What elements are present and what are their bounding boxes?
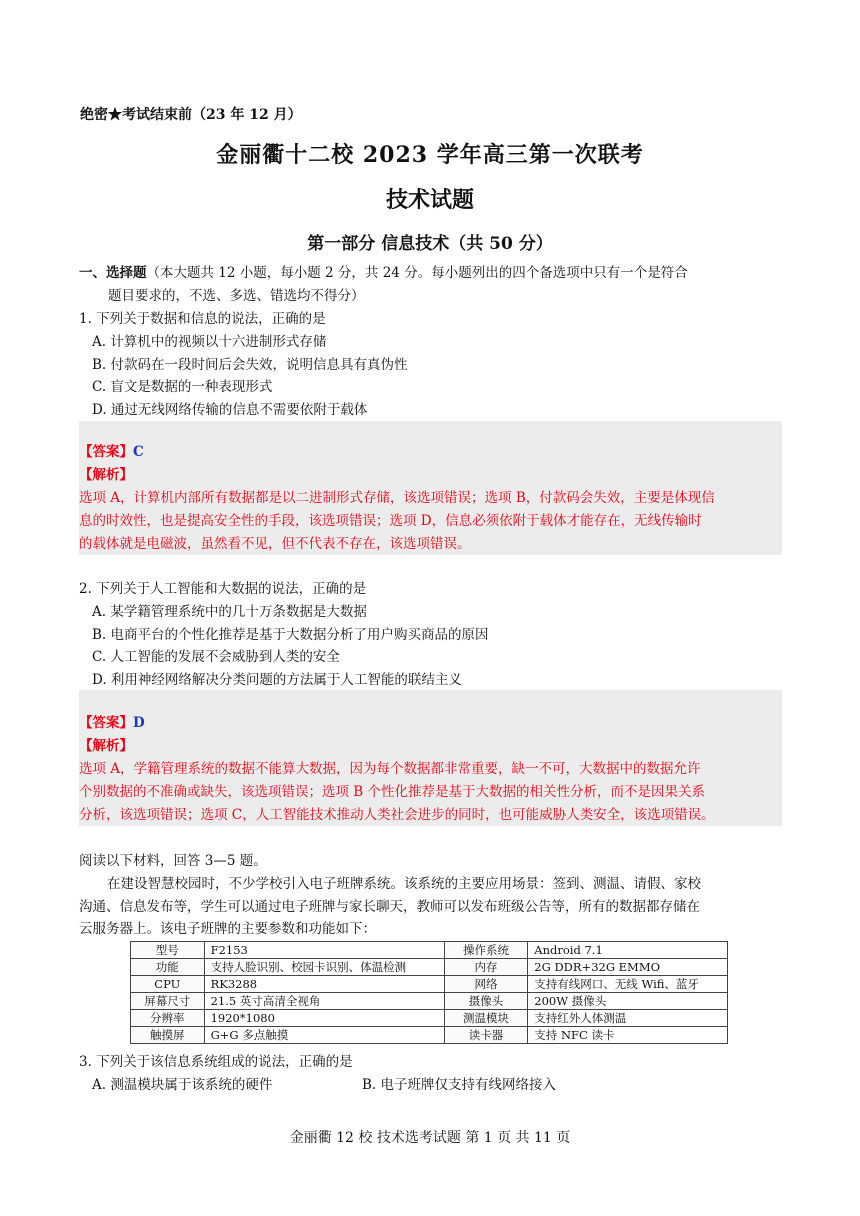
table-cell: 支持有线网口、无线 Wifi、蓝牙: [528, 976, 728, 993]
table-cell: 触摸屏: [131, 1027, 205, 1044]
table-cell: 测温模块: [444, 1010, 528, 1027]
question-3-option-b: B. 电子班牌仅支持有线网络接入: [362, 1077, 557, 1093]
table-cell: 21.5 英寸高清全视角: [204, 993, 444, 1010]
question-2-analysis-line-1: 选项 A，学籍管理系统的数据不能算大数据，因为每个数据都非常重要，缺一不可，大数据中的数据允许: [79, 761, 701, 777]
table-row: [131, 959, 728, 976]
table-row: [131, 993, 728, 1010]
table-cell: 读卡器: [444, 1027, 528, 1044]
question-1-answer-block: [79, 421, 782, 555]
table-cell: F2153: [204, 942, 444, 959]
table-cell: 型号: [131, 942, 205, 959]
section-instructions: （本大题共 12 小题，每小题 2 分，共 24 分。每小题列出的四个备选项中只有一个是符合: [146, 265, 688, 281]
table-cell: 屏幕尺寸: [131, 993, 205, 1010]
table-cell: RK3288: [204, 976, 444, 993]
table-cell: 摄像头: [444, 993, 528, 1010]
question-1-analysis-line-1: 选项 A，计算机内部所有数据都是以二进制形式存储，该选项错误；选项 B，付款码会失效，主要是体现信: [79, 490, 715, 506]
question-1-option-b: B. 付款码在一段时间后会失效，说明信息具有真伪性: [92, 357, 408, 373]
question-1-analysis-label: 【解析】: [79, 467, 133, 483]
answer-label: 【答案】: [79, 715, 133, 731]
subject-title: 技术试题: [385, 187, 474, 213]
question-1-answer-line: [79, 441, 144, 463]
material-paragraph-line-1: 在建设智慧校园时，不少学校引入电子班牌系统。该系统的主要应用场景：签到、测温、请假、家校: [107, 876, 701, 892]
confidential-label: 绝密★考试结束前（23 年 12 月）: [80, 107, 302, 123]
question-2-analysis-line-2: 个别数据的不准确或缺失，该选项错误；选项 B 个性化推荐是基于大数据的相关性分析，而不是因果关系: [79, 784, 706, 800]
section-instructions-cont: 题目要求的，不选、多选、错选均不得分）: [108, 288, 365, 304]
table-cell: 功能: [131, 959, 205, 976]
question-2-analysis-label: 【解析】: [79, 738, 133, 754]
question-2-answer-line: [79, 712, 145, 734]
table-row: [131, 976, 728, 993]
material-paragraph-line-2: 沟通、信息发布等，学生可以通过电子班牌与家长聊天，教师可以发布班级公告等，所有的数据都存储在: [79, 899, 700, 915]
table-cell: 支持人脸识别、校园卡识别、体温检测: [204, 959, 444, 976]
answer-label: 【答案】: [79, 444, 133, 460]
table-row: [131, 1010, 728, 1027]
part-title: 第一部分 信息技术（共 50 分）: [307, 234, 553, 254]
material-paragraph-line-3: 云服务器上。该电子班牌的主要参数和功能如下：: [79, 921, 376, 937]
question-1-analysis-line-2: 息的时效性，也是提高安全性的手段，该选项错误；选项 D，信息必须依附于载体才能存在，无线传输时: [79, 513, 702, 529]
table-cell: 操作系统: [444, 942, 528, 959]
table-cell: 2G DDR+32G EMMO: [528, 959, 728, 976]
question-1-option-a: A. 计算机中的视频以十六进制形式存储: [92, 334, 327, 350]
question-3-stem: 3. 下列关于该信息系统组成的说法，正确的是: [79, 1054, 353, 1070]
exam-title: 金丽衢十二校 2023 学年高三第一次联考: [216, 142, 644, 168]
question-1-option-d: D. 通过无线网络传输的信息不需要依附于载体: [92, 402, 368, 418]
section-heading: 一、选择题: [79, 265, 147, 281]
table-cell: 分辨率: [131, 1010, 205, 1027]
table-cell: G+G 多点触摸: [204, 1027, 444, 1044]
table-cell: 内存: [444, 959, 528, 976]
question-2-option-a: A. 某学籍管理系统中的几十万条数据是大数据: [92, 604, 367, 620]
table-cell: 支持红外人体测温: [528, 1010, 728, 1027]
material-intro: 阅读以下材料，回答 3—5 题。: [79, 853, 267, 869]
question-2-stem: 2. 下列关于人工智能和大数据的说法，正确的是: [79, 581, 367, 597]
question-3-option-a: A. 测温模块属于该系统的硬件: [92, 1077, 273, 1093]
table-cell: 支持 NFC 读卡: [528, 1027, 728, 1044]
table-row: [131, 1027, 728, 1044]
table-cell: 网络: [444, 976, 528, 993]
table-cell: CPU: [131, 976, 205, 993]
question-2-answer-block: [79, 690, 782, 826]
question-2-option-b: B. 电商平台的个性化推荐是基于大数据分析了用户购买商品的原因: [92, 627, 489, 643]
table-cell: Android 7.1: [528, 942, 728, 959]
section-heading-line: [79, 262, 688, 284]
question-2-answer: D: [133, 715, 145, 731]
device-parameters-table: [130, 941, 728, 1044]
table-row: [131, 942, 728, 959]
question-1-analysis-line-3: 的载体就是电磁波，虽然看不见，但不代表不存在，该选项错误。: [79, 536, 471, 552]
question-1-answer: C: [133, 444, 144, 460]
page-footer: 金丽衢 12 校 技术选考试题 第 1 页 共 11 页: [289, 1130, 571, 1146]
question-1-option-c: C. 盲文是数据的一种表现形式: [92, 379, 273, 395]
table-cell: 200W 摄像头: [528, 993, 728, 1010]
question-2-option-c: C. 人工智能的发展不会威胁到人类的安全: [92, 649, 340, 665]
question-2-option-d: D. 利用神经网络解决分类问题的方法属于人工智能的联结主义: [92, 672, 462, 688]
question-1-stem: 1. 下列关于数据和信息的说法，正确的是: [79, 311, 326, 327]
question-2-analysis-line-3: 分析，该选项错误；选项 C，人工智能技术推动人类社会进步的同时，也可能威胁人类安全，该选项错误。: [79, 807, 715, 823]
table-cell: 1920*1080: [204, 1010, 444, 1027]
